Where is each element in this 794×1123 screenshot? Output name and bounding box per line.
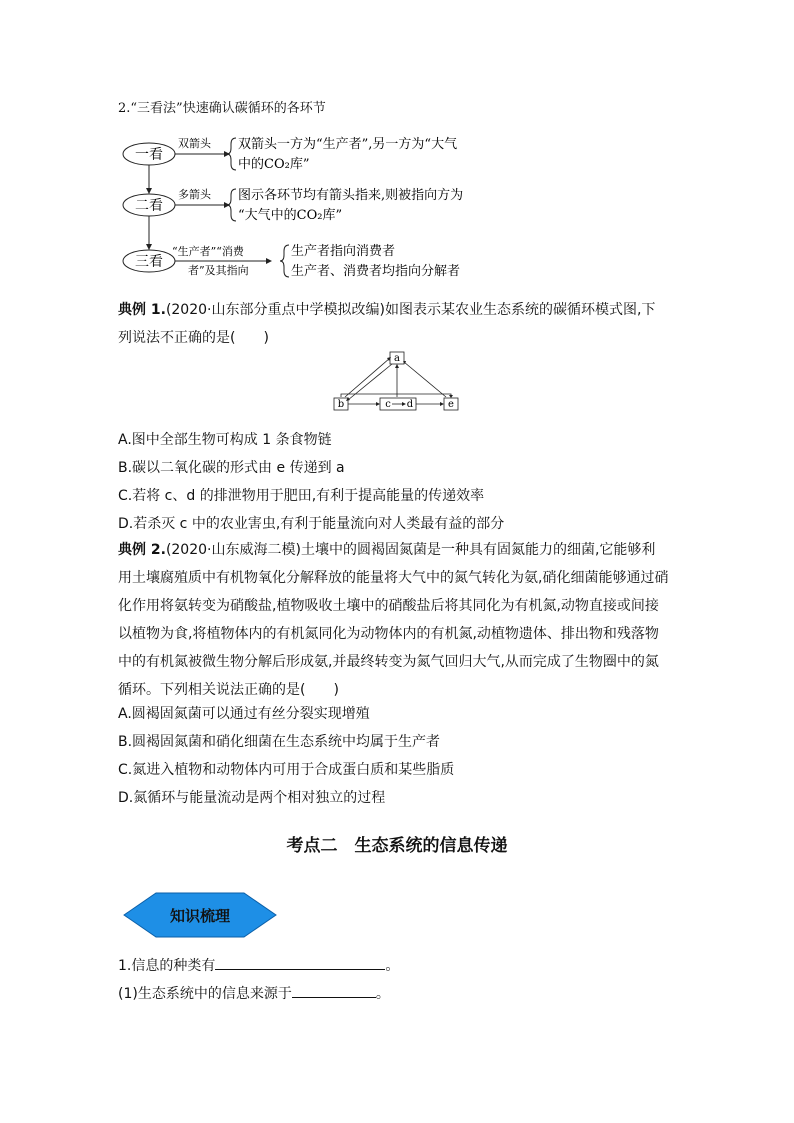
svg-text:a: a	[394, 353, 400, 364]
example-2-line2: 用土壤腐殖质中有机物氧化分解释放的能量将大气中的氮气转化为氨,硝化细菌能够通过硝	[118, 570, 669, 586]
desc-2b: “大气中的CO₂库”	[238, 208, 343, 223]
example-2-line6: 循环。下列相关说法正确的是( )	[118, 682, 339, 698]
answer-blank-2[interactable]	[292, 983, 376, 998]
brace-icon	[280, 245, 289, 277]
example-1-stem-line2: 列说法不正确的是( )	[118, 330, 269, 346]
oval-label-2: 二看	[135, 198, 163, 214]
fill-q1: 1.信息的种类有 。	[118, 952, 678, 980]
arrow-right-icon	[266, 258, 272, 264]
section-heading: 2.“三看法”快速确认碳循环的各环节	[118, 101, 326, 116]
example-2-line4: 以植物为食,将植物体内的有机氮同化为动物体内的有机氮,动植物遗体、排出物和残落物	[118, 626, 659, 642]
arrow-down-icon	[146, 244, 152, 250]
carbon-cycle-diagram	[330, 350, 470, 412]
svg-text:d: d	[406, 399, 414, 410]
arrow-label-1: 双箭头	[178, 137, 211, 150]
option-c: C.若将 c、d 的排泄物用于肥田,有利于提高能量的传递效率	[118, 488, 485, 504]
fill-in-section	[118, 952, 678, 1008]
desc-2a: 图示各环节均有箭头指来,则被指向方为	[238, 188, 464, 203]
option-b: B.圆褐固氮菌和硝化细菌在生态系统中均属于生产者	[118, 734, 441, 750]
option-d: D.氮循环与能量流动是两个相对独立的过程	[118, 790, 386, 806]
fill-q1a: (1)生态系统中的信息来源于 。	[118, 980, 678, 1008]
arrow-label-3a: “生产者”“消费	[172, 245, 244, 258]
brace-icon	[227, 189, 236, 221]
brace-icon	[227, 138, 236, 170]
example-1-lead: 典例 1.	[118, 302, 166, 318]
option-d: D.若杀灭 c 中的农业害虫,有利于能量流向对人类最有益的部分	[118, 516, 505, 532]
example-1-stem	[118, 296, 678, 352]
oval-label-3: 三看	[135, 254, 163, 270]
option-b: B.碳以二氧化碳的形式由 e 传递到 a	[118, 460, 345, 476]
desc-3b: 生产者、消费者均指向分解者	[291, 264, 461, 279]
example-2-lead: 典例 2.	[118, 542, 166, 558]
svg-text:b: b	[337, 399, 345, 410]
example-1-options	[118, 426, 678, 538]
svg-text:c: c	[385, 399, 391, 410]
option-a: A.图中全部生物可构成 1 条食物链	[118, 432, 332, 448]
arrow-label-2: 多箭头	[178, 188, 211, 201]
three-look-flow	[118, 128, 538, 288]
example-2-stem	[118, 536, 678, 704]
arrow-down-icon	[146, 188, 152, 194]
arrow-label-3b: 者”及其指向	[188, 264, 249, 277]
option-c: C.氮进入植物和动物体内可用于合成蛋白质和某些脂质	[118, 762, 455, 778]
example-2-line3: 化作用将氨转变为硝酸盐,植物吸收土壤中的硝酸盐后将其同化为有机氮,动物直接或间接	[118, 598, 659, 614]
badge-label: 知识梳理	[169, 907, 231, 925]
svg-text:e: e	[448, 399, 454, 410]
answer-blank-1[interactable]	[215, 955, 385, 970]
desc-1b: 中的CO₂库”	[238, 157, 310, 172]
example-2-line5: 中的有机氮被微生物分解后形成氨,并最终转变为氮气回归大气,从而完成了生物圈中的氮	[118, 654, 659, 670]
oval-label-1: 一看	[135, 147, 163, 163]
example-1-stem-line1: (2020·山东部分重点中学模拟改编)如图表示某农业生态系统的碳循环模式图,下	[165, 302, 656, 318]
desc-1a: 双箭头一方为“生产者”,另一方为“大气	[238, 137, 458, 152]
option-a: A.圆褐固氮菌可以通过有丝分裂实现增殖	[118, 706, 370, 722]
example-2-options	[118, 700, 678, 812]
knowledge-badge	[120, 889, 280, 941]
section-title: 考点二 生态系统的信息传递	[286, 836, 508, 856]
example-2-line1: (2020·山东威海二模)土壤中的圆褐固氮菌是一种具有固氮能力的细菌,它能够利	[165, 542, 656, 558]
desc-3a: 生产者指向消费者	[291, 244, 396, 259]
